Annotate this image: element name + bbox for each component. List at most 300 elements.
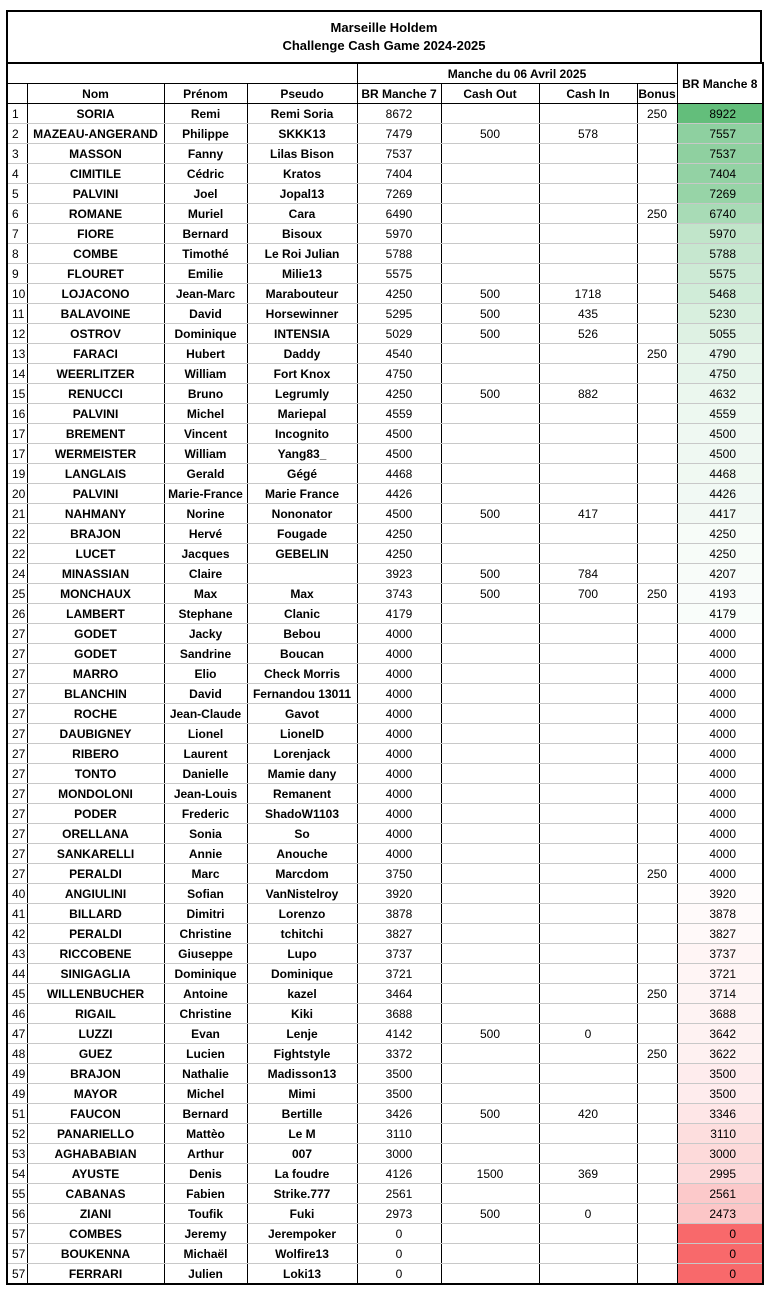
table-row — [7, 1064, 763, 1084]
cell-cash-in — [539, 624, 637, 644]
cell-prenom: Timothé — [164, 244, 247, 264]
cell-br7: 4250 — [357, 524, 441, 544]
cell-pseudo: Milie13 — [247, 264, 357, 284]
cell-cash-out — [441, 1244, 539, 1264]
table-row — [7, 504, 763, 524]
cell-br8: 5055 — [677, 324, 763, 344]
cell-cash-in — [539, 984, 637, 1004]
cell-pseudo: VanNistelroy — [247, 884, 357, 904]
cell-cash-out — [441, 1144, 539, 1164]
cell-pseudo: INTENSIA — [247, 324, 357, 344]
cell-cash-out — [441, 744, 539, 764]
cell-br7: 4000 — [357, 704, 441, 724]
cell-prenom: Philippe — [164, 124, 247, 144]
table-row — [7, 444, 763, 464]
cell-nom: MAYOR — [27, 1084, 164, 1104]
cell-cash-in — [539, 844, 637, 864]
cell-br8: 2995 — [677, 1164, 763, 1184]
cell-cash-out: 500 — [441, 1024, 539, 1044]
cell-br8: 8922 — [677, 104, 763, 124]
cell-prenom: Elio — [164, 664, 247, 684]
table-row — [7, 364, 763, 384]
cell-rank: 27 — [7, 664, 27, 684]
cell-rank: 11 — [7, 304, 27, 324]
table-row — [7, 224, 763, 244]
table-row — [7, 824, 763, 844]
cell-prenom: Stephane — [164, 604, 247, 624]
cell-br7: 4000 — [357, 824, 441, 844]
cell-pseudo: Remi Soria — [247, 104, 357, 124]
table-row — [7, 684, 763, 704]
cell-pseudo: Legrumly — [247, 384, 357, 404]
cell-cash-in — [539, 644, 637, 664]
cell-br8: 4632 — [677, 384, 763, 404]
table-row — [7, 1144, 763, 1164]
cell-cash-in — [539, 464, 637, 484]
cell-bonus — [637, 1104, 677, 1124]
cell-br8: 7557 — [677, 124, 763, 144]
cell-rank: 27 — [7, 764, 27, 784]
cell-cash-out — [441, 784, 539, 804]
cell-pseudo: Le Roi Julian — [247, 244, 357, 264]
cell-prenom: Joel — [164, 184, 247, 204]
cell-nom: CABANAS — [27, 1184, 164, 1204]
table-row — [7, 544, 763, 564]
cell-prenom: Annie — [164, 844, 247, 864]
cell-prenom: Jacky — [164, 624, 247, 644]
cell-nom: PALVINI — [27, 404, 164, 424]
cell-cash-out — [441, 104, 539, 124]
cell-nom: RENUCCI — [27, 384, 164, 404]
cell-rank: 27 — [7, 824, 27, 844]
title-block — [6, 10, 762, 62]
cell-cash-out: 500 — [441, 1204, 539, 1224]
cell-prenom: Christine — [164, 924, 247, 944]
cell-cash-in — [539, 244, 637, 264]
cell-br8: 4000 — [677, 684, 763, 704]
table-row — [7, 784, 763, 804]
cell-prenom: Bruno — [164, 384, 247, 404]
cell-br8: 4790 — [677, 344, 763, 364]
cell-rank: 41 — [7, 904, 27, 924]
cell-nom: FERRARI — [27, 1264, 164, 1285]
sheet-subtitle: Challenge Cash Game 2024-2025 — [282, 38, 486, 53]
cell-rank: 57 — [7, 1244, 27, 1264]
table-body — [7, 104, 763, 1285]
cell-bonus — [637, 644, 677, 664]
cell-cash-in: 526 — [539, 324, 637, 344]
cell-bonus: 250 — [637, 344, 677, 364]
cell-cash-out — [441, 164, 539, 184]
cell-bonus — [637, 444, 677, 464]
cell-prenom: Sandrine — [164, 644, 247, 664]
cell-pseudo: Marcdom — [247, 864, 357, 884]
cell-cash-in — [539, 1004, 637, 1024]
cell-bonus — [637, 144, 677, 164]
cell-br8: 3827 — [677, 924, 763, 944]
cell-nom: MARRO — [27, 664, 164, 684]
cell-cash-out: 500 — [441, 304, 539, 324]
cell-rank: 3 — [7, 144, 27, 164]
cell-br8: 4559 — [677, 404, 763, 424]
header-nom: Nom — [27, 84, 164, 104]
cell-rank: 27 — [7, 804, 27, 824]
cell-cash-in — [539, 524, 637, 544]
cell-rank: 20 — [7, 484, 27, 504]
cell-prenom: Bernard — [164, 1104, 247, 1124]
cell-br7: 4426 — [357, 484, 441, 504]
cell-br8: 4000 — [677, 804, 763, 824]
header-cash-in: Cash In — [539, 84, 637, 104]
cell-br7: 5029 — [357, 324, 441, 344]
cell-bonus: 250 — [637, 1044, 677, 1064]
cell-cash-in: 420 — [539, 1104, 637, 1124]
cell-prenom: Remi — [164, 104, 247, 124]
ranking-sheet — [6, 10, 762, 1285]
cell-prenom: Hervé — [164, 524, 247, 544]
cell-br8: 7404 — [677, 164, 763, 184]
cell-nom: SORIA — [27, 104, 164, 124]
cell-pseudo: Le M — [247, 1124, 357, 1144]
table-row — [7, 1044, 763, 1064]
cell-bonus — [637, 484, 677, 504]
cell-br8: 2561 — [677, 1184, 763, 1204]
cell-rank: 8 — [7, 244, 27, 264]
cell-br7: 4126 — [357, 1164, 441, 1184]
cell-rank: 42 — [7, 924, 27, 944]
table-row — [7, 344, 763, 364]
cell-cash-in: 0 — [539, 1024, 637, 1044]
cell-cash-in — [539, 364, 637, 384]
cell-nom: BRAJON — [27, 524, 164, 544]
cell-prenom: Laurent — [164, 744, 247, 764]
table-row — [7, 764, 763, 784]
cell-cash-out — [441, 1224, 539, 1244]
cell-br7: 7269 — [357, 184, 441, 204]
cell-prenom: Christine — [164, 1004, 247, 1024]
cell-pseudo: Lilas Bison — [247, 144, 357, 164]
cell-prenom: Lucien — [164, 1044, 247, 1064]
cell-cash-out — [441, 664, 539, 684]
cell-rank: 49 — [7, 1064, 27, 1084]
cell-cash-in — [539, 204, 637, 224]
cell-rank: 1 — [7, 104, 27, 124]
cell-nom: BLANCHIN — [27, 684, 164, 704]
cell-cash-in — [539, 764, 637, 784]
cell-br8: 4500 — [677, 444, 763, 464]
cell-prenom: Fabien — [164, 1184, 247, 1204]
cell-rank: 17 — [7, 424, 27, 444]
cell-prenom: Dominique — [164, 964, 247, 984]
cell-br8: 0 — [677, 1224, 763, 1244]
cell-cash-in — [539, 544, 637, 564]
cell-br7: 4000 — [357, 744, 441, 764]
cell-cash-in — [539, 1264, 637, 1285]
cell-nom: MONCHAUX — [27, 584, 164, 604]
cell-cash-out — [441, 804, 539, 824]
cell-br7: 4000 — [357, 644, 441, 664]
cell-prenom: Gerald — [164, 464, 247, 484]
header-bonus: Bonus — [637, 84, 677, 104]
cell-br7: 3743 — [357, 584, 441, 604]
cell-br8: 5788 — [677, 244, 763, 264]
cell-nom: GUEZ — [27, 1044, 164, 1064]
cell-nom: ORELLANA — [27, 824, 164, 844]
cell-br8: 4193 — [677, 584, 763, 604]
cell-prenom: Marc — [164, 864, 247, 884]
cell-bonus — [637, 324, 677, 344]
cell-br8: 3737 — [677, 944, 763, 964]
cell-prenom: Nathalie — [164, 1064, 247, 1084]
cell-bonus — [637, 264, 677, 284]
table-row — [7, 244, 763, 264]
cell-rank: 27 — [7, 784, 27, 804]
cell-br7: 4250 — [357, 384, 441, 404]
cell-cash-out — [441, 964, 539, 984]
cell-cash-out — [441, 244, 539, 264]
cell-bonus — [637, 504, 677, 524]
cell-br8: 3688 — [677, 1004, 763, 1024]
cell-pseudo: Gégé — [247, 464, 357, 484]
cell-cash-out — [441, 944, 539, 964]
cell-cash-in — [539, 344, 637, 364]
cell-pseudo: Gavot — [247, 704, 357, 724]
cell-rank: 54 — [7, 1164, 27, 1184]
cell-prenom: Jean-Claude — [164, 704, 247, 724]
cell-nom: PANARIELLO — [27, 1124, 164, 1144]
cell-cash-out: 500 — [441, 1104, 539, 1124]
cell-br8: 5468 — [677, 284, 763, 304]
cell-br7: 0 — [357, 1224, 441, 1244]
cell-bonus — [637, 884, 677, 904]
cell-br7: 5970 — [357, 224, 441, 244]
cell-prenom: Jean-Louis — [164, 784, 247, 804]
cell-cash-out — [441, 1184, 539, 1204]
cell-cash-out — [441, 904, 539, 924]
cell-cash-in: 882 — [539, 384, 637, 404]
cell-br8: 2473 — [677, 1204, 763, 1224]
cell-prenom: Lionel — [164, 724, 247, 744]
table-row — [7, 884, 763, 904]
cell-nom: LAMBERT — [27, 604, 164, 624]
cell-br7: 3500 — [357, 1084, 441, 1104]
cell-br7: 4559 — [357, 404, 441, 424]
cell-bonus — [637, 244, 677, 264]
cell-rank: 27 — [7, 724, 27, 744]
cell-rank: 9 — [7, 264, 27, 284]
cell-cash-in — [539, 1084, 637, 1104]
header-pseudo: Pseudo — [247, 84, 357, 104]
cell-br8: 4179 — [677, 604, 763, 624]
cell-rank: 48 — [7, 1044, 27, 1064]
cell-br8: 4500 — [677, 424, 763, 444]
cell-cash-in — [539, 964, 637, 984]
cell-cash-in — [539, 604, 637, 624]
cell-rank: 45 — [7, 984, 27, 1004]
table-row — [7, 924, 763, 944]
cell-prenom: Dominique — [164, 324, 247, 344]
cell-cash-in — [539, 104, 637, 124]
cell-nom: MONDOLONI — [27, 784, 164, 804]
cell-pseudo: Anouche — [247, 844, 357, 864]
cell-pseudo: Mamie dany — [247, 764, 357, 784]
cell-cash-in — [539, 144, 637, 164]
cell-bonus — [637, 1264, 677, 1285]
cell-br8: 4000 — [677, 744, 763, 764]
cell-br7: 3737 — [357, 944, 441, 964]
cell-cash-out — [441, 924, 539, 944]
cell-pseudo: Nononator — [247, 504, 357, 524]
cell-bonus — [637, 424, 677, 444]
cell-rank: 14 — [7, 364, 27, 384]
cell-cash-out — [441, 864, 539, 884]
cell-nom: BILLARD — [27, 904, 164, 924]
cell-bonus — [637, 184, 677, 204]
cell-pseudo: Loki13 — [247, 1264, 357, 1285]
cell-cash-out — [441, 404, 539, 424]
cell-nom: LANGLAIS — [27, 464, 164, 484]
table-row — [7, 744, 763, 764]
cell-cash-out — [441, 364, 539, 384]
cell-nom: FLOURET — [27, 264, 164, 284]
cell-pseudo: Fort Knox — [247, 364, 357, 384]
cell-cash-in — [539, 1124, 637, 1144]
cell-cash-out — [441, 704, 539, 724]
cell-pseudo: Incognito — [247, 424, 357, 444]
cell-nom: CIMITILE — [27, 164, 164, 184]
cell-bonus — [637, 544, 677, 564]
cell-prenom: Danielle — [164, 764, 247, 784]
cell-prenom: Mattèo — [164, 1124, 247, 1144]
cell-cash-out — [441, 1004, 539, 1024]
cell-bonus — [637, 784, 677, 804]
cell-br8: 3500 — [677, 1084, 763, 1104]
cell-rank: 13 — [7, 344, 27, 364]
table-row — [7, 944, 763, 964]
cell-pseudo: Yang83_ — [247, 444, 357, 464]
cell-bonus — [637, 364, 677, 384]
cell-prenom: David — [164, 304, 247, 324]
table-row — [7, 1264, 763, 1285]
cell-pseudo: Madisson13 — [247, 1064, 357, 1084]
cell-bonus — [637, 384, 677, 404]
cell-prenom: Arthur — [164, 1144, 247, 1164]
cell-nom: ANGIULINI — [27, 884, 164, 904]
cell-bonus — [637, 824, 677, 844]
cell-rank: 47 — [7, 1024, 27, 1044]
cell-nom: FARACI — [27, 344, 164, 364]
cell-br7: 3721 — [357, 964, 441, 984]
cell-bonus — [637, 1124, 677, 1144]
cell-bonus — [637, 684, 677, 704]
cell-prenom: Fanny — [164, 144, 247, 164]
cell-rank: 40 — [7, 884, 27, 904]
cell-nom: PERALDI — [27, 864, 164, 884]
cell-bonus — [637, 124, 677, 144]
cell-cash-out — [441, 204, 539, 224]
cell-cash-in — [539, 864, 637, 884]
table-row — [7, 484, 763, 504]
cell-pseudo: Jopal13 — [247, 184, 357, 204]
cell-pseudo: Lenje — [247, 1024, 357, 1044]
cell-nom: WILLENBUCHER — [27, 984, 164, 1004]
cell-pseudo: Kiki — [247, 1004, 357, 1024]
cell-cash-in — [539, 904, 637, 924]
cell-br7: 5295 — [357, 304, 441, 324]
cell-bonus — [637, 464, 677, 484]
cell-cash-in — [539, 884, 637, 904]
cell-br8: 3622 — [677, 1044, 763, 1064]
cell-nom: PALVINI — [27, 484, 164, 504]
cell-cash-in: 1718 — [539, 284, 637, 304]
cell-rank: 24 — [7, 564, 27, 584]
cell-pseudo: Mariepal — [247, 404, 357, 424]
cell-bonus — [637, 524, 677, 544]
cell-nom: DAUBIGNEY — [27, 724, 164, 744]
cell-cash-in — [539, 484, 637, 504]
cell-rank: 10 — [7, 284, 27, 304]
header-prenom: Prénom — [164, 84, 247, 104]
cell-cash-in — [539, 264, 637, 284]
cell-pseudo: Marabouteur — [247, 284, 357, 304]
cell-rank: 2 — [7, 124, 27, 144]
cell-prenom: Michel — [164, 404, 247, 424]
cell-bonus — [637, 724, 677, 744]
cell-br7: 3372 — [357, 1044, 441, 1064]
cell-br7: 4179 — [357, 604, 441, 624]
table-row — [7, 904, 763, 924]
cell-br7: 3878 — [357, 904, 441, 924]
table-row — [7, 204, 763, 224]
cell-nom: TONTO — [27, 764, 164, 784]
cell-bonus: 250 — [637, 584, 677, 604]
cell-rank: 57 — [7, 1264, 27, 1285]
table-row — [7, 1164, 763, 1184]
cell-br8: 4000 — [677, 644, 763, 664]
cell-br7: 4468 — [357, 464, 441, 484]
cell-cash-out: 1500 — [441, 1164, 539, 1184]
cell-bonus — [637, 704, 677, 724]
cell-pseudo: Fernandou 13011 — [247, 684, 357, 704]
cell-pseudo: Lorenzo — [247, 904, 357, 924]
cell-rank: 44 — [7, 964, 27, 984]
cell-pseudo: Daddy — [247, 344, 357, 364]
cell-nom: COMBE — [27, 244, 164, 264]
cell-prenom: Vincent — [164, 424, 247, 444]
cell-prenom: Jean-Marc — [164, 284, 247, 304]
cell-br7: 4142 — [357, 1024, 441, 1044]
cell-cash-in: 0 — [539, 1204, 637, 1224]
cell-rank: 27 — [7, 704, 27, 724]
cell-br7: 6490 — [357, 204, 441, 224]
cell-pseudo: La foudre — [247, 1164, 357, 1184]
table-row — [7, 844, 763, 864]
cell-rank: 21 — [7, 504, 27, 524]
cell-rank: 17 — [7, 444, 27, 464]
cell-cash-out — [441, 684, 539, 704]
cell-cash-in — [539, 1064, 637, 1084]
cell-br7: 7404 — [357, 164, 441, 184]
cell-bonus — [637, 224, 677, 244]
cell-bonus — [637, 604, 677, 624]
cell-br7: 4000 — [357, 764, 441, 784]
cell-rank: 27 — [7, 844, 27, 864]
table-row — [7, 1224, 763, 1244]
cell-br7: 4000 — [357, 724, 441, 744]
cell-cash-out — [441, 1064, 539, 1084]
cell-cash-in: 578 — [539, 124, 637, 144]
cell-br7: 4000 — [357, 624, 441, 644]
